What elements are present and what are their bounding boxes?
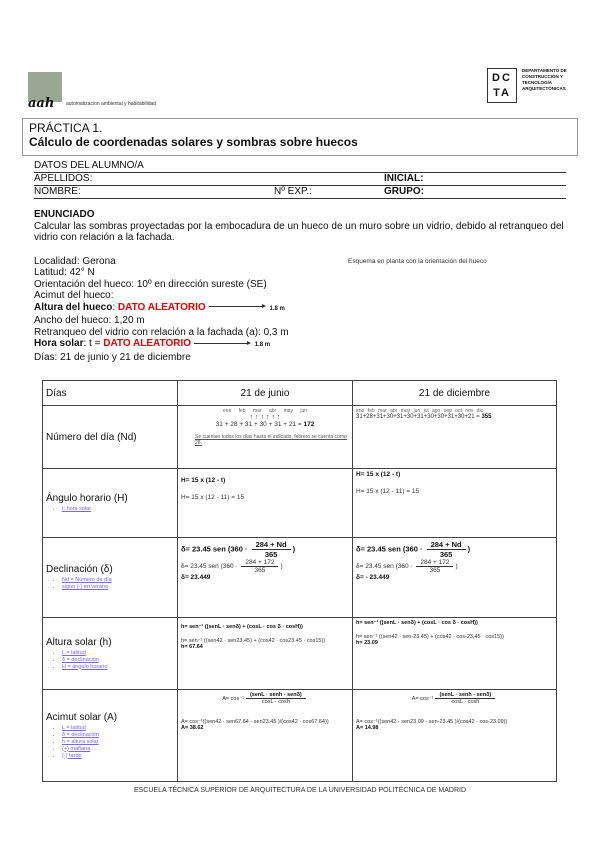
- practice-title: Cálculo de coordenadas solares y sombras sobre huecos: [29, 135, 358, 149]
- ancho-hueco: Ancho del hueco: 1,20 m: [34, 315, 145, 326]
- grupo-field[interactable]: GRUPO:: [384, 186, 424, 197]
- dcta-subtitle: DEPARTAMENTO DE CONSTRUCCIÓN Y TECNOLOGÍA ARQUITECTÓNICAS: [522, 68, 567, 91]
- aah-logo-text: aah: [28, 96, 55, 111]
- arrow-icon: [209, 306, 264, 307]
- enunciado-text: Calcular las sombras proyectadas por la embocadura de un hueco de un muro sobre un vidrio, debido al retranqueo del vidrio con relación a la fachada.: [34, 220, 564, 243]
- aah-logo-subtitle: automatizacion ambiental y habitabilidad: [66, 101, 157, 107]
- title-box: [22, 118, 578, 156]
- latitud: Latitud: 42° N: [34, 267, 95, 278]
- practice-number: PRÁCTICA 1.: [29, 121, 103, 135]
- footer: ESCUELA TÉCNICA SUPERIOR DE ARQUITECTURA DE LA UNIVERSIDAD POLITÉCNICA DE MADRID: [133, 787, 467, 794]
- arrow-icon: [194, 343, 249, 344]
- table-row: Altura solar (h) • L = latitud • δ = declinación • H = ángulo horario h= sen⁻¹ ((senL · senδ) + (cosL · cos δ · cosH)) h= sen⁻¹ ((sen42 · sen23.45) + (cos42 · cos23.45 · cos15)) h= 67.64 h= sen⁻¹ ((senL · senδ) + (cosL · cos δ · cosH)) h= sen⁻¹ ((sen42 · sen-23.45) + (cos42 · cos-23.45 · cos15)) h= 23.09: [43, 618, 557, 690]
- acimut-hueco: Acimut del hueco:: [34, 290, 114, 301]
- table-row: Acimut solar (A) • L = latitud • δ = declinación • h = altura solar • (+) mañana • (-) tarde A= cos⁻¹ $\frac{\text{(senL · senh - senδ)}}{\cos L \cdot \cosh}$ A= cos⁻¹((sen42 · sen67.64 - sen23.45 )/(cos42 · cos67.64)) A= 38.62 A= cos⁻¹ $\frac{\text{(senL · senh - senδ)}}{\cos L \cdot \cosh}$ A= cos⁻¹((sen42 · sen23.09 - sen-23.45 )/(cos42 · cos-23.09)) A= 14.98: [43, 690, 557, 782]
- enunciado: [34, 209, 574, 363]
- dcta-logo: DC TA: [487, 68, 517, 103]
- inicial-field[interactable]: INICIAL:: [384, 173, 424, 184]
- table-header: Días 21 de junio 21 de diciembre: [43, 381, 557, 406]
- table-row: Ángulo horario (H) • t: hora solar H= 15 x (12 - t) H= 15 x (12 - 11) = 15 H= 15 x (12 - t) H= 15 x (12 - 11) = 15: [43, 469, 557, 538]
- student-heading: DATOS DEL ALUMNO/A: [34, 160, 144, 171]
- nombre-field[interactable]: NOMBRE:: [34, 186, 81, 197]
- esquema-label: Esquema en planta con la orientación del hueco: [348, 258, 487, 265]
- calc-table: [42, 380, 557, 782]
- retranqueo: Retranqueo del vidrio con relación a la fachada (a): 0,3 m: [34, 326, 289, 338]
- dias: Días: 21 de junio y 21 de diciembre: [34, 351, 191, 363]
- student-data: [34, 160, 566, 199]
- hora-solar: Hora solar: t = DATO ALEATORIO 1.8 m: [34, 338, 271, 349]
- exp-field[interactable]: Nº EXP.:: [274, 186, 312, 197]
- altura-hueco: Altura del hueco: DATO ALEATORIO 1.8 m: [34, 301, 285, 313]
- localidad: Localidad: Gerona: [34, 255, 116, 267]
- orientacion: Orientación del hueco: 10º en dirección sureste (SE): [34, 278, 267, 290]
- apellidos-field[interactable]: APELLIDOS:: [34, 173, 93, 184]
- enunciado-heading: ENUNCIADO: [34, 209, 95, 220]
- table-row: Declinación (δ) • Nd = Número de día • signo (-) en verano δ= 23.45 sen (360 · $\frac{284 + Nd}{365}$ ) δ= 23.45 sen (360 · $\frac{284 + 172}{365}$ ) δ= 23.449 δ= 23.45 sen (360 · $\frac{284 + Nd}{365}$ ) δ= 23.45 sen (360 · $\frac{284 + 172}{365}$ ) δ= - 23.449: [43, 538, 557, 618]
- table-row: Número del día (Nd) ene feb mar abr may jun ↑ ↑ ↑ ↑ ↑ ↑ 31 + 28 + 31 + 30 + 31 + 21 = 172 Se cuentan todos los días hasta el indicado, febrero se cuenta como 28. ene feb mar abr may jun jul ago sep oct nov dic 31+28+31+30+31+30+31+30+30+31+30+21 = 355: [43, 406, 557, 469]
